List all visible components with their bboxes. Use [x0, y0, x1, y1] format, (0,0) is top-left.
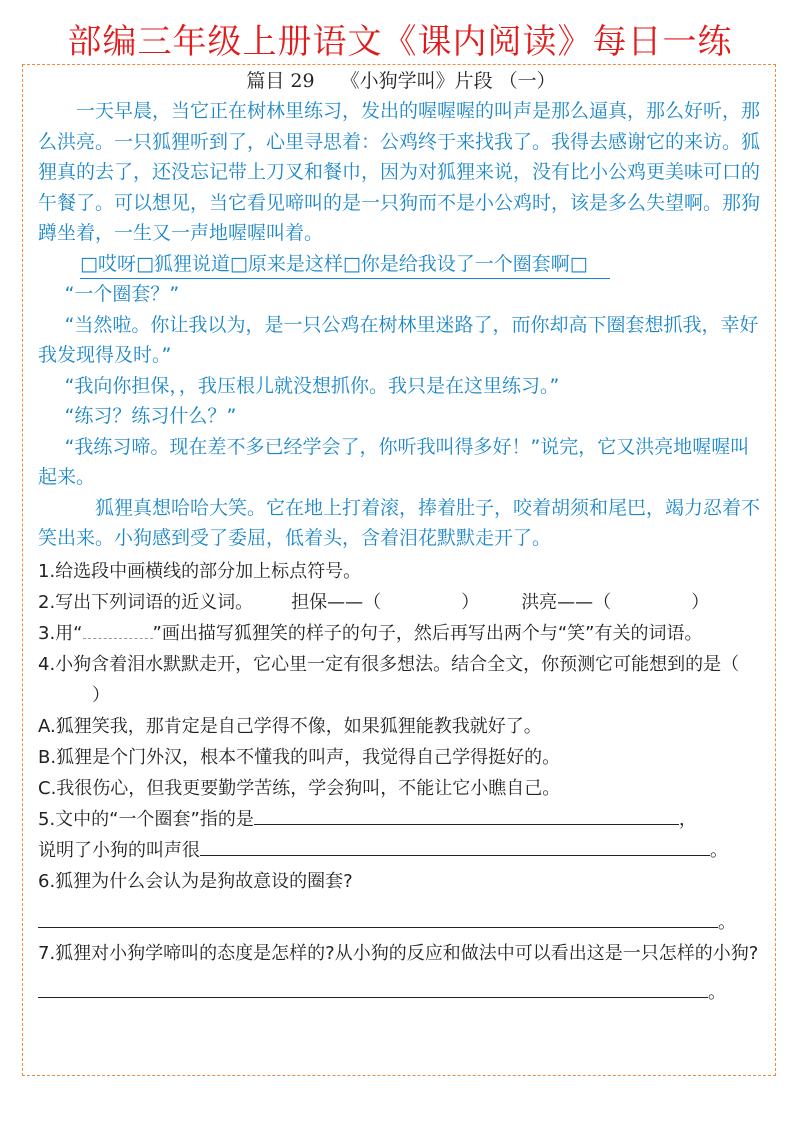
question-3: 3.用“ ”画出描写狐狸笑的样子的句子，然后再写出两个与“笑”有关的词语。: [38, 618, 764, 649]
content: [38, 66, 764, 1008]
passage-paragraph: “我向你担保，，我压根儿就没想抓你。我只是在这里练习。”: [64, 374, 560, 397]
main-title: 部编三年级上册语文《课内阅读》每日一练: [67, 22, 733, 62]
question-2: 2.写出下列词语的近义词。 担保——（ ） 洪亮——（ ）: [38, 591, 710, 613]
passage-paragraph: “一个圈套？”: [64, 283, 180, 305]
question-6: 6.狐狸为什么会认为是狗故意设的圈套?: [38, 870, 353, 892]
section-title: [38, 66, 764, 96]
question-4: 4.小狗含着泪水默默走开，它心里一定有很多想法。结合全文，你预测它可能想到的是（）: [38, 653, 740, 706]
question-6-answer: 。: [38, 903, 764, 938]
option-a: A.狐狸笑我，那肯定是自己学得不像，如果狐狸能教我就好了。: [38, 715, 542, 737]
answer-line[interactable]: [38, 903, 718, 928]
wavy-line-mark: [83, 620, 153, 639]
passage-paragraph: 狐狸真想哈哈大笑。它在地上打着滚，捧着肚子，咬着胡须和尾巴，竭力忍着不笑出来。小狗感到受了委屈，低着头，含着泪花默默走开了。: [38, 496, 761, 549]
option-b: B.狐狸是个门外汉，根本不懂我的叫声，我觉得自己学得挺好的。: [38, 746, 561, 768]
question-1: 1.给选段中画横线的部分加上标点符号。: [38, 560, 362, 582]
question-7: 7.狐狸对小狗学啼叫的态度是怎样的?从小狗的反应和做法中可以看出这是一只怎样的小狗?: [38, 942, 759, 964]
question-5: 5.文中的“一个圈套”指的是 ， 说明了小狗的叫声很 。: [38, 804, 764, 866]
passage-paragraph: “当然啦。你让我以为，是一只公鸡在树林里迷路了，而你却高下圈套想抓我，幸好我发现得及时。”: [38, 313, 759, 366]
reading-passage: [38, 96, 764, 554]
passage-paragraph: “练习？练习什么？”: [64, 405, 237, 427]
section-number: 篇目 29: [246, 70, 315, 92]
answer-line[interactable]: [200, 835, 710, 856]
passage-paragraph: “我练习啼。现在差不多已经学会了，你听我叫得多好！”说完，它又洪亮地喔喔叫起来。: [38, 435, 750, 488]
passage-underlined-sentence: □哎呀□狐狸说道□原来是这样□你是给我设了一个圈套啊□: [38, 249, 764, 280]
questions: [38, 556, 764, 1008]
answer-line[interactable]: [254, 804, 679, 825]
question-7-answer: 。: [38, 973, 764, 1008]
answer-line[interactable]: [38, 973, 708, 998]
passage-paragraph: 一天早晨，当它正在树林里练习，发出的喔喔喔的叫声是那么逼真，那么好听，那么洪亮。一只狐狸听到了，心里寻思着：公鸡终于来找我了。我得去感谢它的来访。狐狸真的去了，还没忘记带上刀叉和餐巾，因为对狐狸来说，没有比小公鸡更美味可口的午餐了。可以想见，当它看见啼叫的是一只狗而不是小公鸡时，该是多么失望啊。那狗蹲坐着，一生又一声地喔喔叫着。: [38, 100, 761, 244]
option-c: C.我很伤心，但我更要勤学苦练，学会狗叫，不能让它小瞧自己。: [38, 777, 561, 799]
section-name: 《小狗学叫》片段 （一）: [340, 70, 556, 92]
